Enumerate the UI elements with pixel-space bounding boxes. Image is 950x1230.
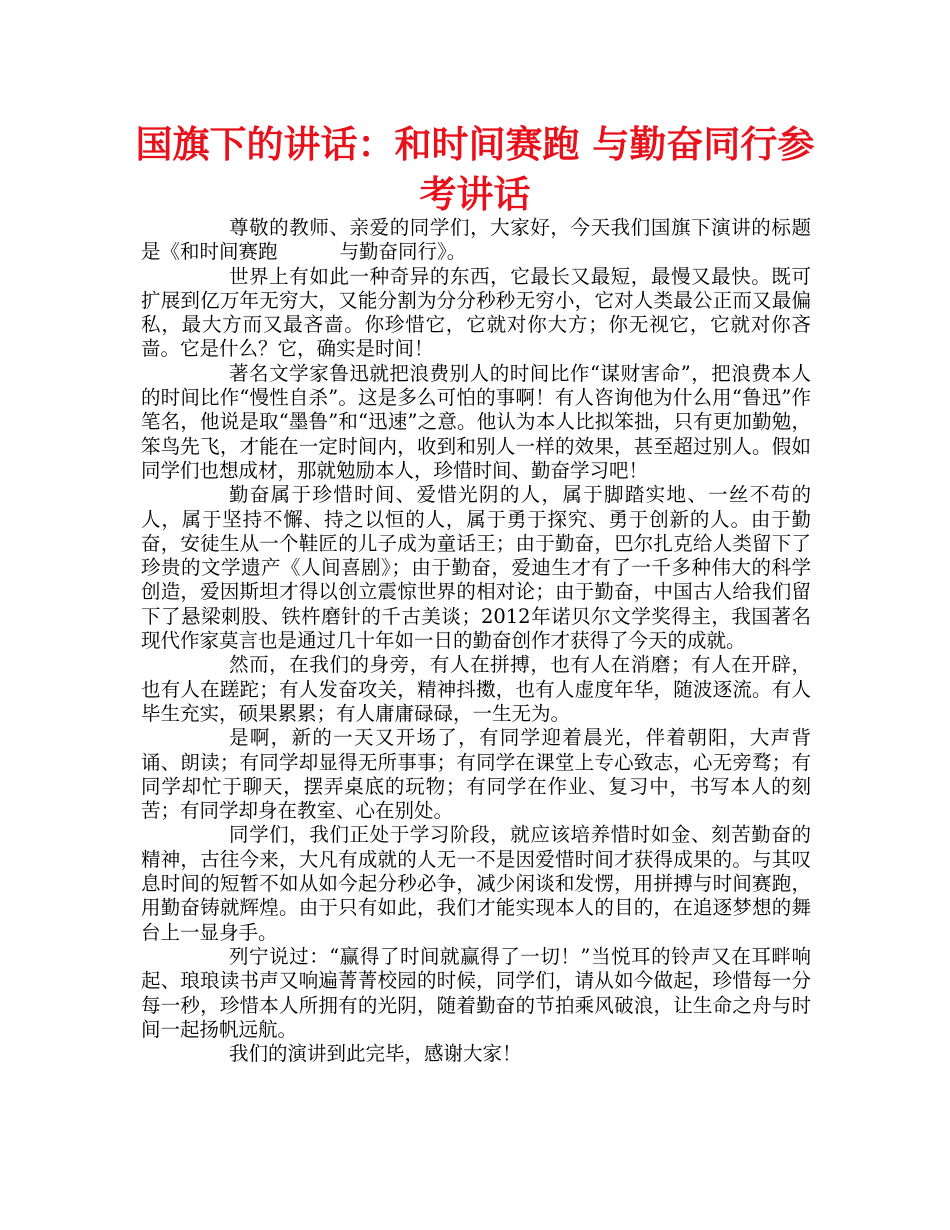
body-paragraph: 勤奋属于珍惜时间、爱惜光阴的人，属于脚踏实地、一丝不苟的人，属于坚持不懈、持之以恒的人，属于勇于探究、勇于创新的人。由于勤奋，安徒生从一个鞋匠的儿子成为童话王；由于勤奋，巴尔扎克给人类留下了珍贵的文学遗产《人间喜剧》；由于勤奋，爱迪生才有了一千多种伟大的科学创造，爱因斯坦才得以创立震惊世界的相对论；由于勤奋，中国古人给我们留下了悬梁刺股、铁杵磨针的千古美谈；2012年诺贝尔文学奖得主，我国著名现代作家莫言也是通过几十年如一日的勤奋创作才获得了今天的成就。 [141, 483, 811, 653]
body-paragraph: 然而，在我们的身旁，有人在拼搏，也有人在消磨；有人在开辟，也有人在蹉跎；有人发奋攻关，精神抖擞，也有人虚度年华，随波逐流。有人毕生充实，硕果累累；有人庸庸碌碌，一生无为。 [141, 653, 811, 725]
body-paragraph: 是啊，新的一天又开场了，有同学迎着晨光，伴着朝阳，大声背诵、朗读；有同学却显得无所事事；有同学在课堂上专心致志，心无旁骛；有同学却忙于聊天，摆弄桌底的玩物；有同学在作业、复习中，书写本人的刻苦；有同学却身在教室、心在别处。 [141, 726, 811, 823]
body-paragraph: 著名文学家鲁迅就把浪费别人的时间比作“谋财害命”，把浪费本人的时间比作“慢性自杀”。这是多么可怕的事啊！有人咨询他为什么用“鲁迅”作笔名，他说是取“墨鲁”和“迅速”之意。他认为本人比拟笨拙，只有更加勤勉，笨鸟先飞，才能在一定时间内，收到和别人一样的效果，甚至超过别人。假如同学们也想成材，那就勉励本人，珍惜时间、勤奋学习吧！ [141, 361, 811, 482]
body-paragraph: 世界上有如此一种奇异的东西，它最长又最短，最慢又最快。既可扩展到亿万年无穷大，又能分割为分分秒秒无穷小，它对人类最公正而又最偏私，最大方而又最吝啬。你珍惜它，它就对你大方；你无视它，它就对你吝啬。它是什么？它，确实是时间！ [141, 264, 811, 361]
greeting-text-part1: 尊敬的教师、亲爱的同学们，大家好，今天我们国旗下演讲的标题是《和时间赛跑 [141, 216, 811, 264]
greeting-text-part2: 与勤奋同行》。 [339, 240, 467, 264]
greeting-paragraph [141, 216, 811, 265]
body-paragraph: 列宁说过：“赢得了时间就赢得了一切！”当悦耳的铃声又在耳畔响起、琅琅读书声又响遍菁菁校园的时候，同学们，请从如今做起，珍惜每一分每一秒，珍惜本人所拥有的光阴，随着勤奋的节拍乘风破浪，让生命之舟与时间一起扬帆远航。 [141, 944, 811, 1041]
document-body [141, 216, 811, 1066]
closing-paragraph: 我们的演讲到此完毕，感谢大家！ [229, 1042, 522, 1066]
document-title: 国旗下的讲话：和时间赛跑 与勤奋同行参考讲话 [135, 123, 815, 216]
body-paragraph: 同学们，我们正处于学习阶段，就应该培养惜时如金、刻苦勤奋的精神，古往今来，大凡有成就的人无一不是因爱惜时间才获得成果的。与其叹息时间的短暂不如从如今起分秒必争，减少闲谈和发愣，用拼搏与时间赛跑，用勤奋铸就辉煌。由于只有如此，我们才能实现本人的目的，在追逐梦想的舞台上一显身手。 [141, 823, 811, 944]
